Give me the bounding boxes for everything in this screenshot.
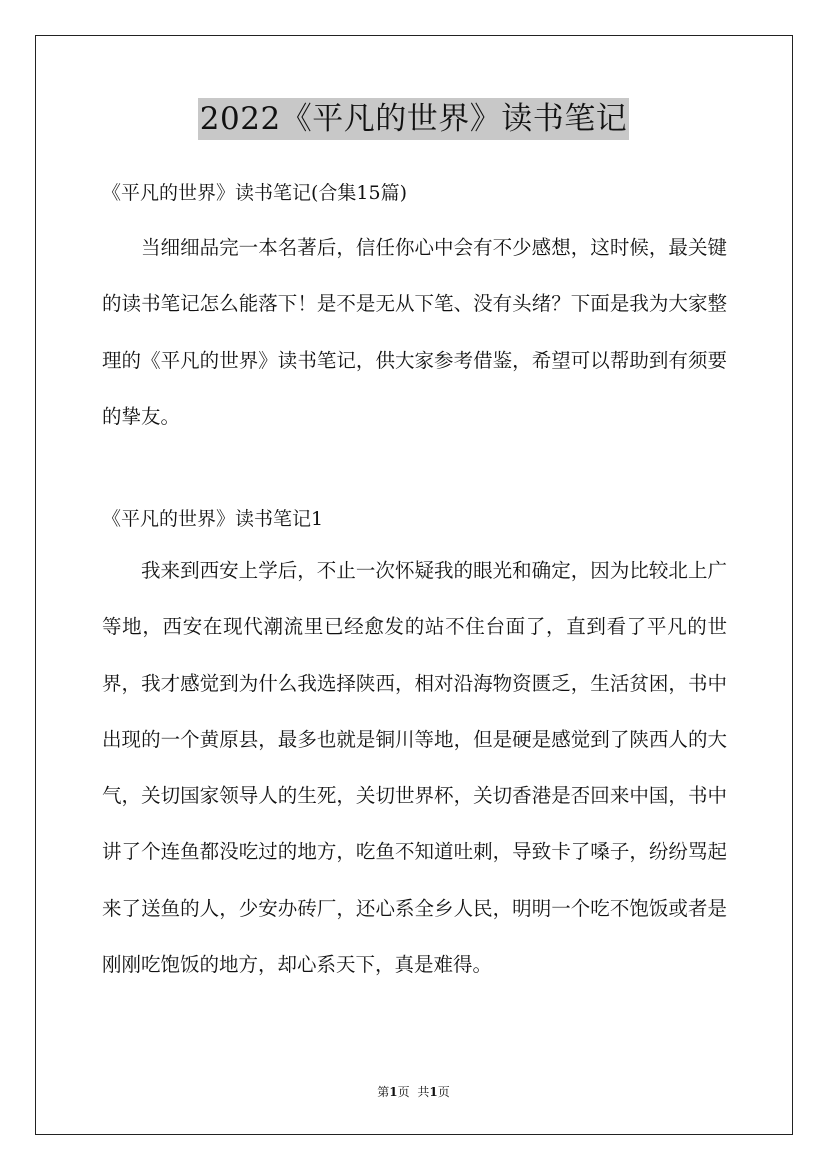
intro-paragraph: 当细细品完一本名著后，信任你心中会有不少感想，这时候，最关键的读书笔记怎么能落下！是不是无从下笔、没有头绪？下面是我为大家整理的《平凡的世界》读书笔记，供大家参考借鉴，希望可以帮助到有须要的挚友。 xyxy=(102,236,727,428)
title-container xyxy=(0,98,827,140)
footer-total-prefix: 共 xyxy=(417,1085,430,1099)
section-paragraph: 我来到西安上学后，不止一次怀疑我的眼光和确定，因为比较北上广等地，西安在现代潮流里已经愈发的站不住台面了，直到看了平凡的世界，我才感觉到为什么我选择陕西，相对沿海物资匮乏，生活贫困，书中出现的一个黄原县，最多也就是铜川等地，但是硬是感觉到了陕西人的大气，关切国家领导人的生死，关切世界杯，关切香港是否回来中国，书中讲了个连鱼都没吃过的地方，吃鱼不知道吐刺，导致卡了嗓子，纷纷骂起来了送鱼的人，少安办砖厂，还心系全乡人民，明明一个吃不饱饭或者是刚刚吃饱饭的地方，却心系天下，真是难得。 xyxy=(102,559,727,977)
page-footer xyxy=(0,1084,827,1100)
footer-total-suffix: 页 xyxy=(437,1085,450,1099)
footer-total-number: 1 xyxy=(429,1085,438,1099)
footer-page-prefix: 第 xyxy=(377,1085,390,1099)
section-heading: 《平凡的世界》读书笔记1 xyxy=(102,508,324,530)
document-title: 2022《平凡的世界》读书笔记 xyxy=(198,98,629,140)
document-subtitle: 《平凡的世界》读书笔记(合集15篇) xyxy=(102,182,408,204)
footer-page-suffix: 页 xyxy=(397,1085,410,1099)
footer-page-number: 1 xyxy=(389,1085,398,1099)
